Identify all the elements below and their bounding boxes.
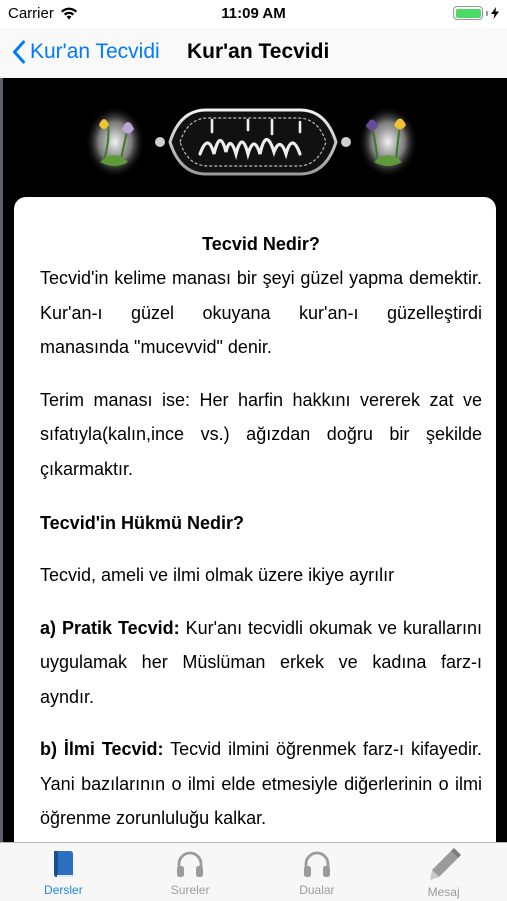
calligraphy-plate xyxy=(155,110,351,174)
section-title: Tecvid Nedir? xyxy=(202,234,320,254)
theoretical-label: b) İlmi Tecvid: xyxy=(40,739,164,759)
clock: 11:09 AM xyxy=(221,5,286,22)
book-icon xyxy=(48,848,78,880)
battery-icon xyxy=(453,6,483,20)
paragraph-definition: Tecvid'in kelime manası bir şeyi güzel yapma demektir. Kur'an-ı güzel okuyana kur'an-ı güzelleştirdi manasında "mucevvid" denir. xyxy=(40,268,482,357)
section-heading-ruling: Tecvid'in Hükmü Nedir? xyxy=(40,513,244,533)
tab-dersler-label: Dersler xyxy=(44,883,83,897)
tab-dersler[interactable] xyxy=(0,843,127,901)
battery-tip xyxy=(486,11,488,16)
battery-fill xyxy=(456,9,481,18)
carrier-label: Carrier xyxy=(8,5,54,22)
flower-left-icon xyxy=(85,106,145,178)
headphones-icon xyxy=(301,848,333,880)
chevron-left-icon xyxy=(12,40,26,64)
tab-mesaj[interactable] xyxy=(380,843,507,901)
battery-group xyxy=(453,6,499,20)
tab-sureler[interactable] xyxy=(127,843,254,901)
paragraph-practical xyxy=(40,611,482,715)
tab-bar xyxy=(0,842,507,901)
tab-dualar-label: Dualar xyxy=(299,883,335,897)
flower-right-icon xyxy=(358,106,418,178)
paragraph-theoretical xyxy=(40,732,482,836)
back-button[interactable] xyxy=(12,36,160,68)
charging-bolt-icon xyxy=(491,7,499,19)
practical-text: Kur'anı tecvidli okumak ve kurallarını uygulamak her Müslüman erkek ve kadına farz-ı ayndır. xyxy=(40,617,483,707)
practical-label: a) Pratik Tecvid: xyxy=(40,617,180,638)
headphones-icon xyxy=(174,848,206,880)
content-scroll[interactable] xyxy=(14,197,496,836)
content-card xyxy=(14,197,496,857)
navigation-bar xyxy=(0,28,507,78)
theoretical-text: Tecvid ilmini öğrenmek farz-ı kifayedir. Yani bazılarının o ilmi elde etmesiyle diğerlerinin o ilmi öğrenme zorunluluğu kalkar. xyxy=(40,739,482,828)
calligraphy-banner xyxy=(0,80,507,198)
back-button-label: Kur'an Tecvidi xyxy=(30,40,160,63)
page-title: Kur'an Tecvidi xyxy=(187,40,330,63)
status-bar xyxy=(0,0,507,28)
tab-mesaj-label: Mesaj xyxy=(427,885,460,899)
tab-sureler-label: Sureler xyxy=(170,883,210,897)
paragraph-types: Tecvid, ameli ve ilmi olmak üzere ikiye ayrılır xyxy=(40,565,395,585)
pencil-icon xyxy=(427,848,461,882)
tab-dualar[interactable] xyxy=(254,843,381,901)
paragraph-term-meaning: Terim manası ise: Her harfin hakkını vererek zat ve sıfatıyla(kalın,ince vs.) ağızdan doğru bir şekilde çıkarmaktır. xyxy=(40,389,482,479)
